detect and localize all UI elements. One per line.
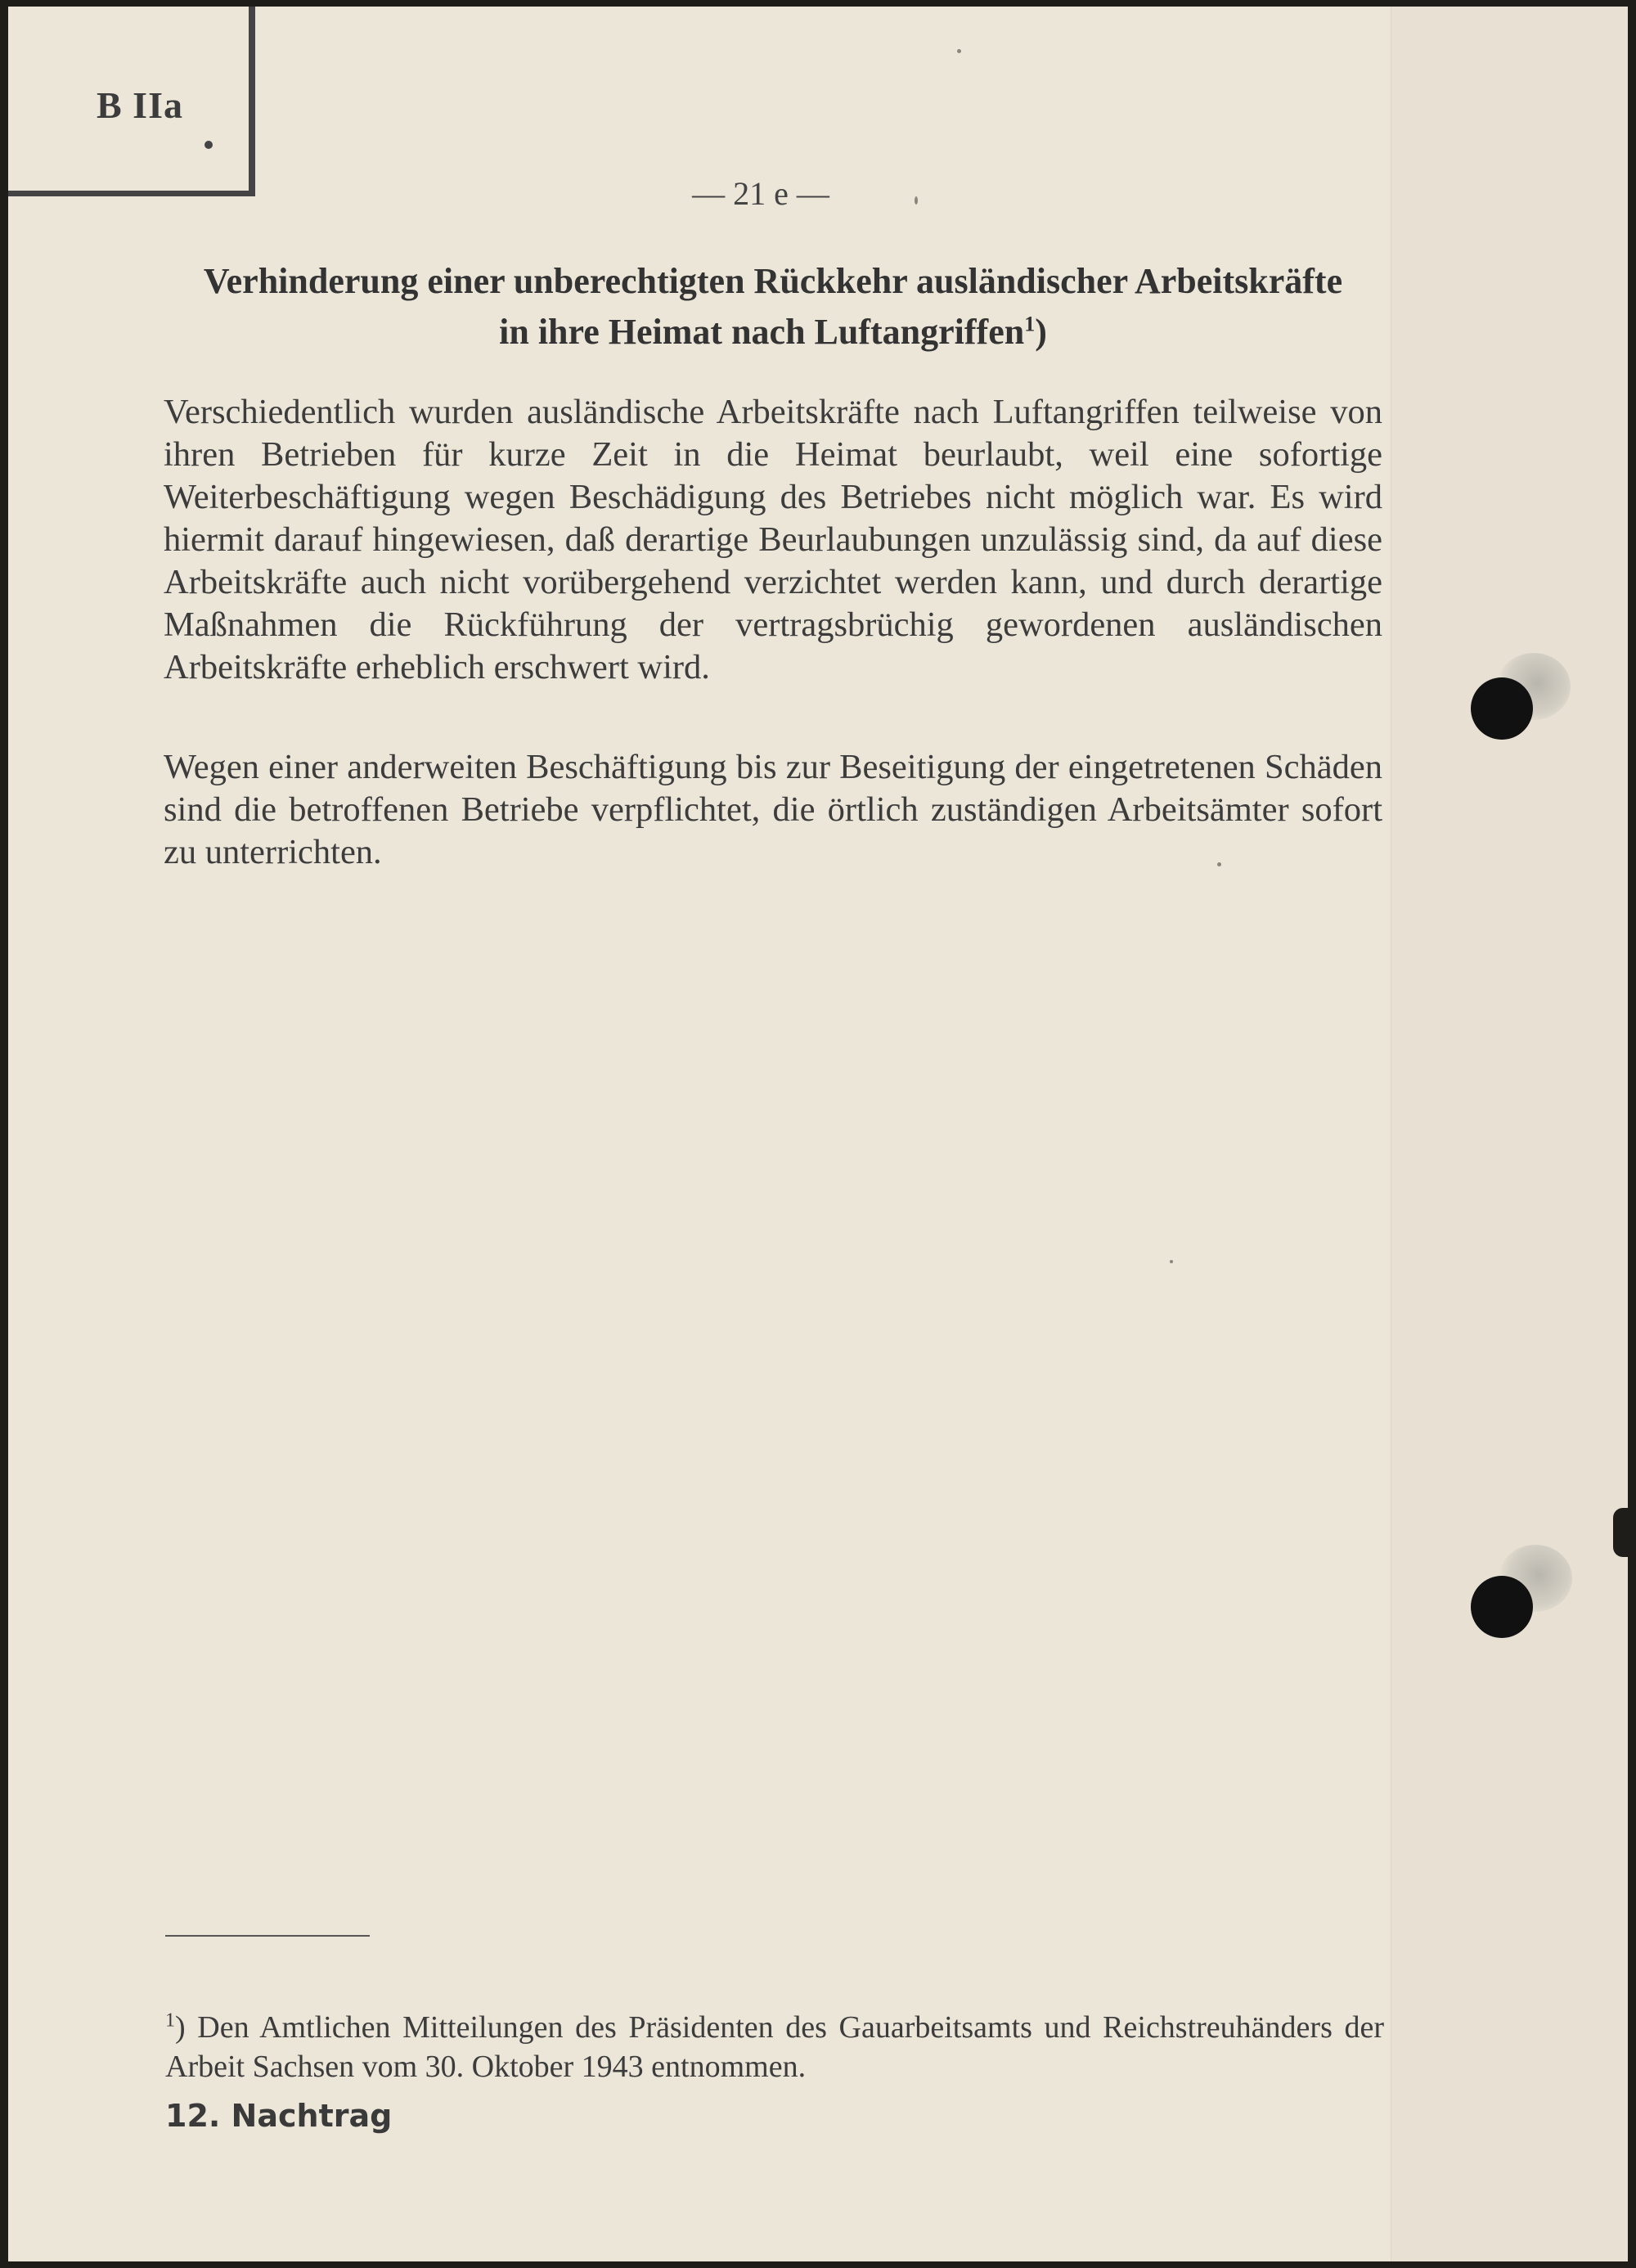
document-page xyxy=(8,7,1628,2261)
supplement-label: 12. Nachtrag xyxy=(165,2098,393,2134)
body-paragraph-2: Wegen einer anderweiten Beschäftigung bis zur Beseitigung der eingetretenen Schäden sind die betroffenen Betriebe verpflichtet, die örtlich zuständigen Arbeitsämter sofort zu unterrichten. xyxy=(164,748,1382,871)
title-line-2 xyxy=(155,307,1391,358)
footnote-marker: 1 xyxy=(165,2009,175,2032)
footnote-marker-paren: ) xyxy=(175,2010,186,2045)
title-line-1: Verhinderung einer unberechtigten Rückkehr ausländischer Arbeitskräfte xyxy=(203,261,1343,301)
page-number: — 21 e — xyxy=(692,175,829,212)
edge-notch xyxy=(1613,1508,1628,1557)
title-line-2-text: in ihre Heimat nach Luftangriffen xyxy=(499,312,1025,352)
title-footnote-paren: ) xyxy=(1035,312,1047,352)
footnote xyxy=(165,2008,1384,2086)
section-dot xyxy=(204,141,213,149)
footnote-text: Den Amtlichen Mitteilungen des Präsidenten des Gauarbeitsamts und Reichstreuhänders der Arbeit Sachsen vom 30. Oktober 1943 entnommen. xyxy=(165,2010,1384,2084)
footnote-divider xyxy=(165,1935,370,1937)
page-edge-strip xyxy=(1391,7,1628,2261)
paper-speck xyxy=(915,196,918,205)
paper-speck xyxy=(1170,1260,1173,1263)
title-footnote-ref: 1 xyxy=(1024,312,1036,336)
paper-speck xyxy=(1217,862,1221,866)
punch-hole xyxy=(1471,677,1533,740)
punch-hole xyxy=(1471,1576,1533,1638)
section-mark: B IIa xyxy=(97,84,183,126)
body-paragraph-1: Verschiedentlich wurden ausländische Arbeitskräfte nach Luftangriffen teilweise von ihren Betrieben für kurze Zeit in die Heimat beurlaubt, weil eine sofortige Weiterbeschäftigung wegen Beschädigung des Betriebes nicht möglich war. Es wird hiermit darauf hingewiesen, daß derartige Beurlaubungen unzulässig sind, da auf diese Arbeitskräfte auch nicht vorübergehend verzichtet werden kann, und durch derartige Maßnahmen die Rückführung der vertragsbrüchig gewordenen ausländischen Arbeitskräfte erheblich erschwert wird. xyxy=(164,393,1382,686)
section-box xyxy=(8,7,255,196)
paper-speck xyxy=(957,49,961,53)
page-title xyxy=(155,256,1391,358)
